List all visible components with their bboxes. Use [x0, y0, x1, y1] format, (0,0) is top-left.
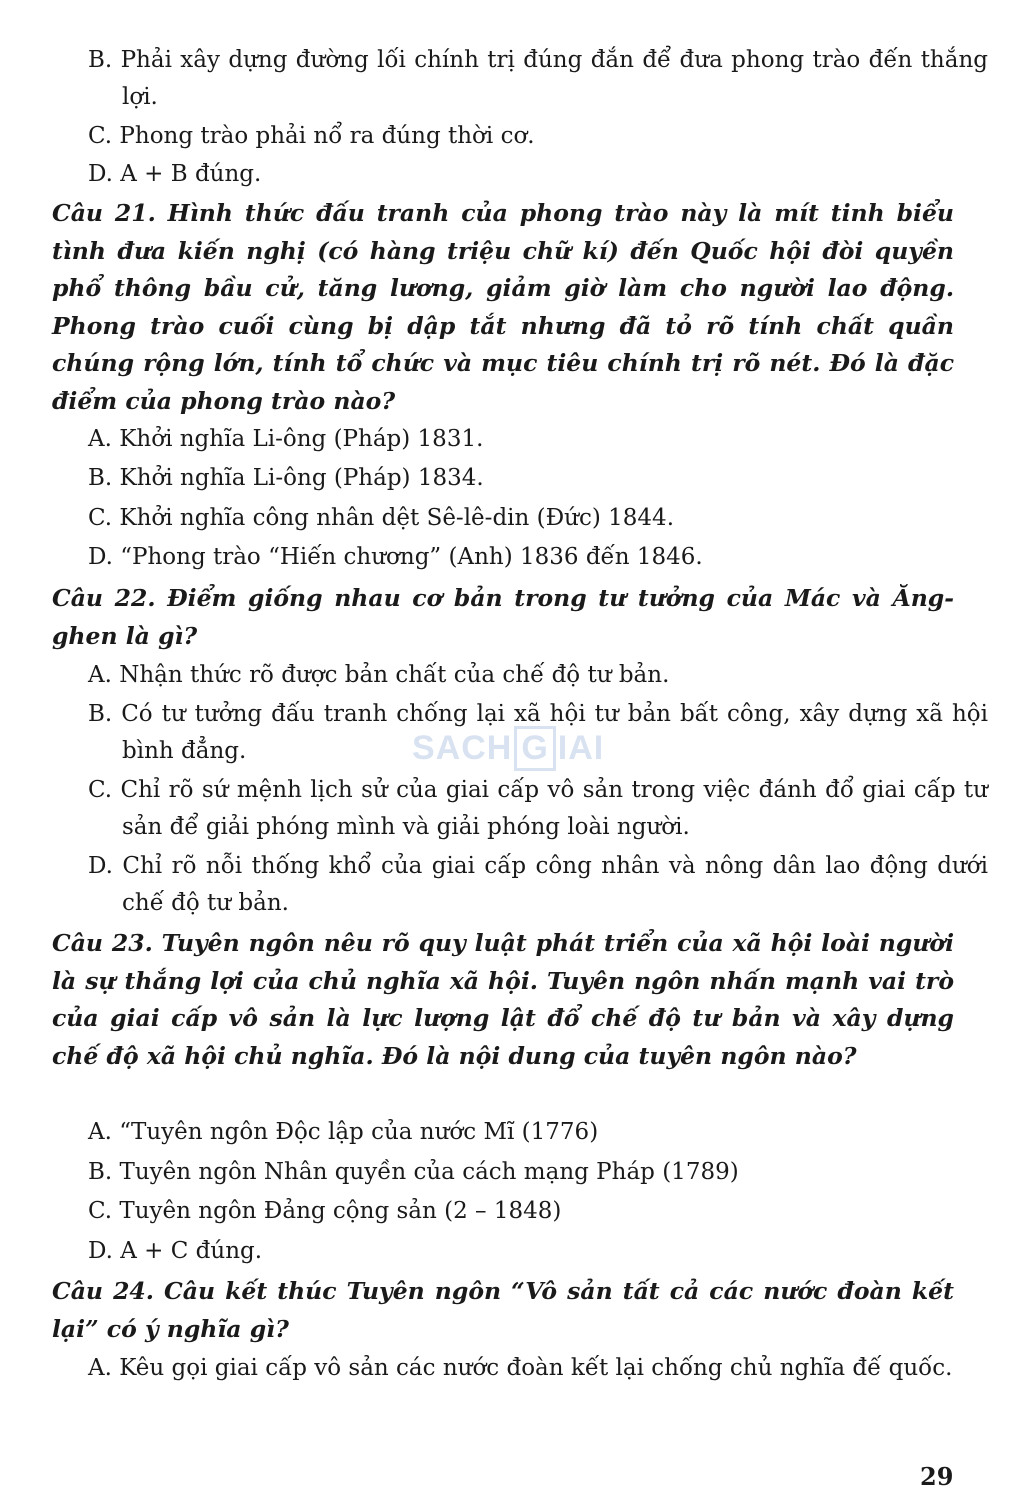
q22-option-b: B. Có tư tưởng đấu tranh chống lại xã hội tư bản bất công, xây dựng xã hội bình đẳng. [88, 701, 988, 764]
q23-option-d: D. A + C đúng. [88, 1238, 263, 1264]
page-number: 29 [920, 1462, 954, 1491]
q22-option-c: C. Chỉ rõ sứ mệnh lịch sử của giai cấp vô sản trong việc đánh đổ giai cấp tư sản để giải phóng mình và giải phóng loài người. [88, 777, 988, 840]
q21-option-d: D. “Phong trào “Hiến chương” (Anh) 1836 đến 1846. [88, 544, 703, 570]
watermark-text-right: IAI [557, 729, 605, 767]
q24-question: Câu 24. Câu kết thúc Tuyên ngôn “Vô sản tất cả các nước đoàn kết lại” có ý nghĩa gì? [52, 1277, 954, 1343]
q20-option-b: B. Phải xây dựng đường lối chính trị đúng đắn để đưa phong trào đến thắng lợi. [88, 47, 988, 110]
q21-option-a: A. Khởi nghĩa Li-ông (Pháp) 1831. [88, 426, 484, 452]
q20-option-c: C. Phong trào phải nổ ra đúng thời cơ. [88, 123, 535, 149]
q22-option-d: D. Chỉ rõ nỗi thống khổ của giai cấp công nhân và nông dân lao động dưới chế độ tư bản. [88, 853, 988, 916]
q21-option-c: C. Khởi nghĩa công nhân dệt Sê-lê-din (Đức) 1844. [88, 505, 675, 531]
q20-option-d: D. A + B đúng. [88, 161, 262, 187]
q22-question: Câu 22. Điểm giống nhau cơ bản trong tư tưởng của Mác và Ăng-ghen là gì? [52, 584, 954, 650]
q23-option-a: A. “Tuyên ngôn Độc lập của nước Mĩ (1776) [88, 1119, 599, 1145]
q23-question: Câu 23. Tuyên ngôn nêu rõ quy luật phát triển của xã hội loài người là sự thắng lợi của chủ nghĩa xã hội. Tuyên ngôn nhấn mạnh vai trò của giai cấp vô sản là lực lượng lật đổ chế độ tư bản và xây dựng chế độ xã hội chủ nghĩa. Đó là nội dung của tuyên ngôn nào? [52, 929, 954, 1070]
q22-option-a: A. Nhận thức rõ được bản chất của chế độ tư bản. [88, 662, 670, 688]
q21-question: Câu 21. Hình thức đấu tranh của phong trào này là mít tinh biểu tình đưa kiến nghị (có hàng triệu chữ kí) đến Quốc hội đòi quyền phổ thông bầu cử, tăng lương, giảm giờ làm cho người lao động. Phong trào cuối cùng bị dập tắt nhưng đã tỏ rõ tính chất quần chúng rộng lớn, tính tổ chức và mục tiêu chính trị rõ nét. Đó là đặc điểm của phong trào nào? [52, 199, 954, 415]
watermark-logo [412, 726, 604, 771]
q21-option-b: B. Khởi nghĩa Li-ông (Pháp) 1834. [88, 465, 484, 491]
q24-option-a: A. Kêu gọi giai cấp vô sản các nước đoàn kết lại chống chủ nghĩa đế quốc. [88, 1355, 953, 1381]
q23-option-c: C. Tuyên ngôn Đảng cộng sản (2 – 1848) [88, 1198, 562, 1224]
watermark-text-left: SACH [412, 729, 513, 767]
watermark-g-icon: G [514, 726, 555, 771]
q23-option-b: B. Tuyên ngôn Nhân quyền của cách mạng Pháp (1789) [88, 1159, 739, 1185]
